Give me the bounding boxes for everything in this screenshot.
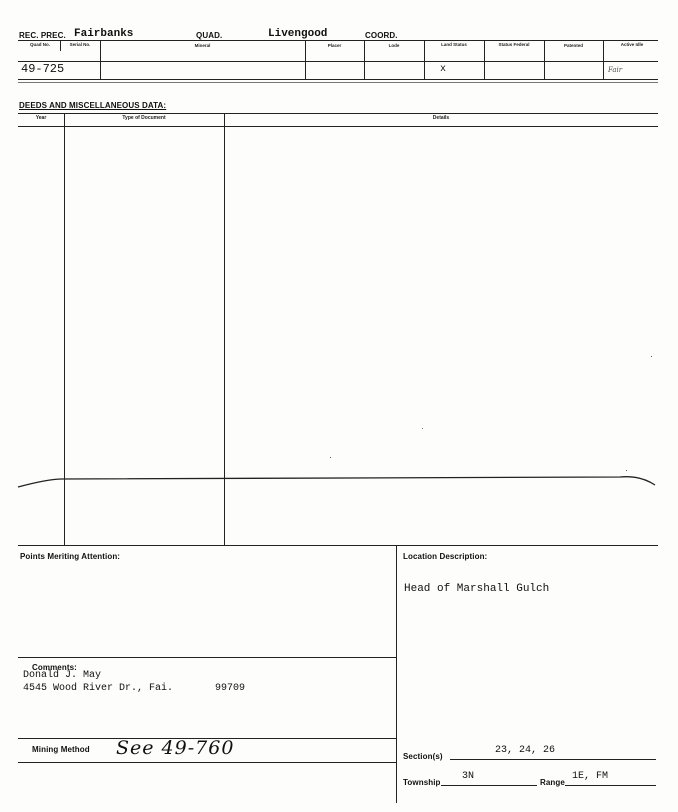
rec-prec-value: Fairbanks [74, 28, 134, 40]
deeds-header-bottom-rule [18, 126, 658, 127]
township-value: 3N [462, 771, 475, 782]
mining-method-bottom-rule [18, 762, 396, 763]
location-description-value: Head of Marshall Gulch [404, 583, 550, 595]
mining-method-value: See 49-760 [116, 737, 235, 759]
scan-speck [422, 428, 423, 429]
claims-table-bottom-rule [18, 79, 658, 80]
col-serial-no: Serial No. [69, 42, 91, 47]
township-underline [441, 785, 537, 786]
sections-underline [450, 759, 656, 760]
fold-line [0, 465, 678, 495]
comments-address: 4545 Wood River Dr., Fai. [23, 683, 174, 694]
lower-section-top-rule [18, 545, 658, 546]
comments-top-rule [18, 657, 396, 658]
claims-table-double-rule [18, 82, 658, 83]
col-type-of-document: Type of Document [122, 115, 166, 121]
col-lode: Lode [388, 43, 400, 48]
claims-table-mid-rule [18, 61, 658, 62]
col-divider [60, 40, 61, 51]
sections-label: Section(s) [403, 752, 443, 761]
col-land-status: Land Status [441, 42, 467, 47]
range-label: Range [540, 778, 565, 787]
lower-section-divider [396, 545, 397, 803]
range-underline [565, 785, 656, 786]
claims-table-top-rule [18, 40, 658, 41]
col-divider [603, 40, 604, 79]
deeds-header-top-rule [18, 113, 658, 114]
points-meriting-attention-label: Points Meriting Attention: [20, 552, 121, 561]
col-patented: Patented [563, 43, 583, 48]
col-details: Details [432, 115, 450, 121]
mining-method-label: Mining Method [32, 745, 90, 754]
scan-speck [626, 470, 627, 471]
scan-speck [330, 457, 331, 458]
township-label: Township [403, 778, 441, 787]
col-active-idle: Active Idle [620, 42, 644, 47]
col-placer: Placer [327, 43, 342, 48]
col-mineral: Mineral [194, 43, 211, 48]
land-status-value: x [440, 64, 447, 75]
active-idle-value: Fair [608, 66, 623, 74]
comments-zip: 99709 [215, 683, 246, 694]
quad-label: QUAD. [196, 31, 223, 40]
scan-speck [651, 356, 652, 357]
rec-prec-label: REC. PREC. [19, 31, 66, 40]
range-value: 1E, FM [572, 771, 609, 782]
comments-label: Comments: [32, 663, 77, 672]
quad-no-value: 49-725 [21, 62, 65, 76]
col-year: Year [35, 115, 47, 121]
location-description-label: Location Description: [403, 552, 488, 561]
sections-value: 23, 24, 26 [495, 745, 556, 756]
deeds-section-title: DEEDS AND MISCELLANEOUS DATA: [19, 101, 167, 110]
quad-value: Livengood [268, 28, 328, 40]
coord-label: COORD. [365, 31, 398, 40]
col-status-federal: Status Federal [498, 42, 530, 47]
col-quad-no: Quad No. [30, 42, 50, 47]
comments-name: Donald J. May [23, 670, 102, 681]
